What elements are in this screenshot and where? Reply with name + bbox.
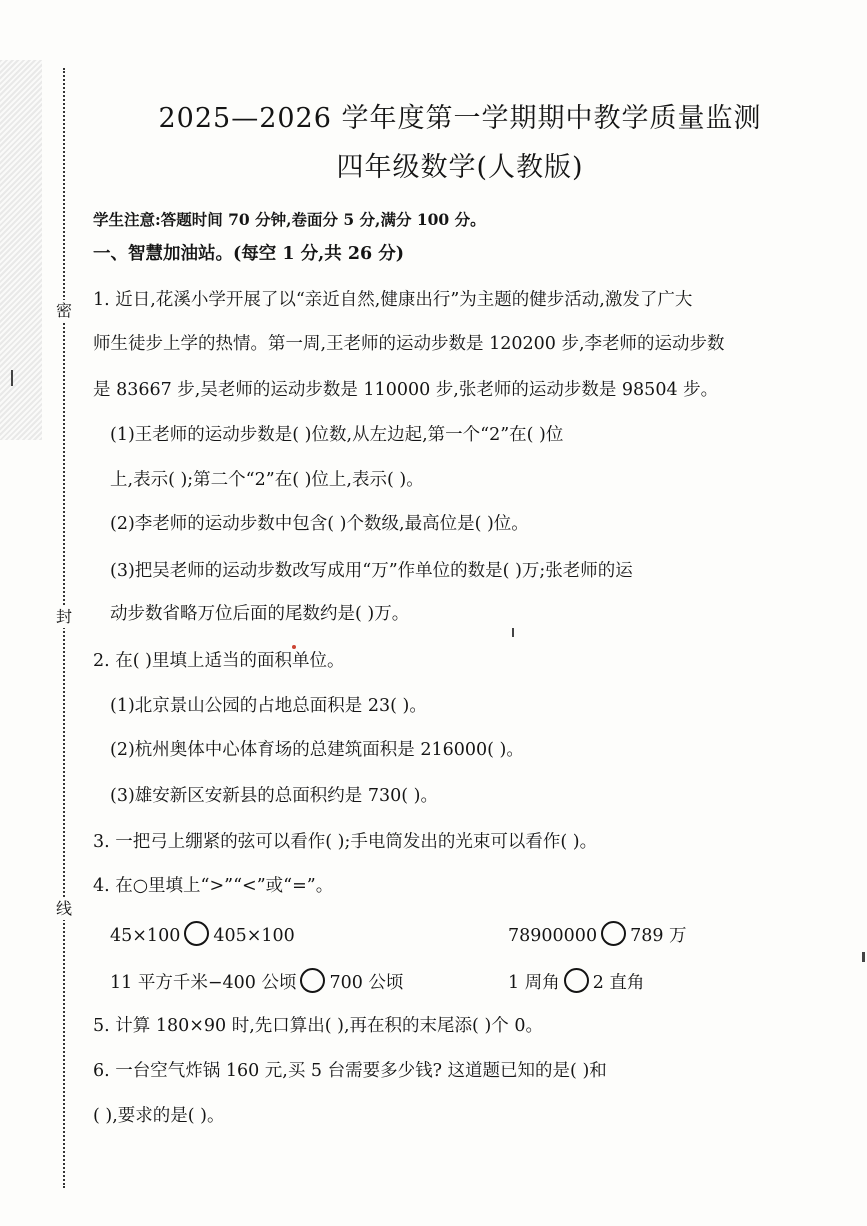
question-1-part-3a: (3)把吴老师的运动步数改写成用“万”作单位的数是( )万;张老师的运 [110,561,633,581]
question-2-part-2: (2)杭州奥体中心体育场的总建筑面积是 216000( )。 [110,740,524,760]
exam-subtitle: 四年级数学(人教版) [336,152,584,183]
compare-circle-blank[interactable] [184,921,209,946]
question-6-line-2: ( ),要求的是( )。 [93,1106,225,1126]
question-6-line-1: 6. 一台空气炸锅 160 元,买 5 台需要多少钱? 这道题已知的是( )和 [93,1061,607,1081]
compare-a-right: 405×100 [213,926,295,946]
compare-d-left: 1 周角 [508,973,560,993]
scan-mark [512,628,514,637]
student-notice: 学生注意:答题时间 70 分钟,卷面分 5 分,满分 100 分。 [93,210,486,229]
binding-char-mi: 密 [53,300,75,322]
question-3-stem: 3. 一把弓上绷紧的弦可以看作( );手电筒发出的光束可以看作( )。 [93,832,598,852]
binding-char-feng: 封 [53,606,75,628]
compare-a-left: 45×100 [110,926,181,946]
compare-circle-blank[interactable] [601,921,626,946]
question-1-line-1: 1. 近日,花溪小学开展了以“亲近自然,健康出行”为主题的健步活动,激发了广大 [93,290,693,310]
question-1-part-1b: 上,表示( );第二个“2”在( )位上,表示( )。 [110,470,424,490]
question-1-part-1a: (1)王老师的运动步数是( )位数,从左边起,第一个“2”在( )位 [110,425,564,445]
compare-b-left: 78900000 [508,926,598,946]
question-2-part-1: (1)北京景山公园的占地总面积是 23( )。 [110,696,427,716]
compare-b-right: 789 万 [630,926,687,946]
compare-d-right: 2 直角 [592,973,645,993]
compare-item-c [110,968,403,996]
compare-c-left: 11 平方千米−400 公顷 [110,973,297,993]
compare-circle-blank[interactable] [564,968,589,993]
exam-title: 2025—2026 学年度第一学期期中教学质量监测 [158,103,762,134]
question-2-part-3: (3)雄安新区安新县的总面积约是 730( )。 [110,786,438,806]
scan-mark [11,370,13,386]
question-1-part-3b: 动步数省略万位后面的尾数约是( )万。 [110,604,410,624]
compare-item-a [110,921,295,949]
binding-dotted-line [63,68,65,1188]
section-heading: 一、智慧加油站。(每空 1 分,共 26 分) [93,244,405,264]
compare-circle-blank[interactable] [300,968,325,993]
question-1-part-2: (2)李老师的运动步数中包含( )个数级,最高位是( )位。 [110,514,529,534]
binding-char-xian: 线 [53,898,75,920]
question-2-stem: 2. 在( )里填上适当的面积单位。 [93,651,345,671]
scan-shadow [0,60,42,440]
scan-mark [862,952,865,962]
compare-c-right: 700 公顷 [329,973,404,993]
question-1-line-3: 是 83667 步,吴老师的运动步数是 110000 步,张老师的运动步数是 98504 步。 [93,380,719,400]
compare-item-b [508,921,687,949]
question-5-stem: 5. 计算 180×90 时,先口算出( ),再在积的末尾添( )个 0。 [93,1016,543,1036]
question-1-line-2: 师生徒步上学的热情。第一周,王老师的运动步数是 120200 步,李老师的运动步数 [93,334,725,354]
question-4-stem: 4. 在○里填上“>”“<”或“=”。 [93,876,334,896]
compare-item-d [508,968,644,996]
